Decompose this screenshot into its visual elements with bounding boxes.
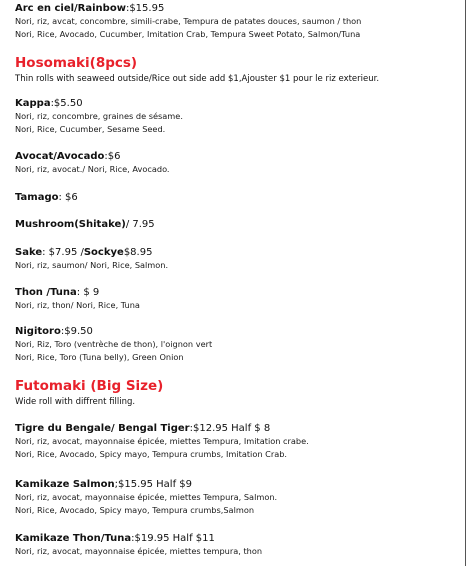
section-desc-hosomaki: Thin rolls with seaweed outside/Rice out side add $1,Ajouster $1 pour le riz exterieur. — [15, 74, 380, 84]
item-desc: Nori, riz, thon/ Nori, Rice, Tuna — [15, 300, 140, 310]
menu-item-mushroom — [15, 218, 460, 231]
item-title — [15, 286, 460, 299]
item-price: :$19.95 Half $11 — [131, 533, 215, 544]
menu-item-sake — [15, 246, 460, 272]
item-price: :$9.50 — [60, 326, 93, 337]
menu-item-thon — [15, 286, 460, 312]
section-desc-futomaki: Wide roll with diffrent filling. — [15, 397, 136, 407]
item-price: ;$15.95 Half $9 — [114, 479, 193, 490]
item-price: :$15.95 — [125, 3, 165, 14]
item-name: Arc en ciel/Rainbow — [15, 3, 126, 14]
item-name: Tamago — [15, 192, 59, 203]
cropped-text-line — [15, 560, 245, 566]
item-desc-fr: Nori, riz, concombre, graines de sésame. — [15, 111, 183, 121]
item-desc-en: Nori, Rice, Avocado, Cucumber, Imitation Crab, Tempura Sweet Potato, Salmon/Tuna — [15, 29, 361, 39]
item-desc: Nori, riz, saumon/ Nori, Rice, Salmon. — [15, 260, 169, 270]
item-price: : $ 9 — [76, 287, 100, 298]
item-name: Mushroom(Shitake) — [15, 219, 126, 230]
item-title — [15, 532, 460, 545]
menu-item-kappa — [15, 97, 460, 136]
section-heading-hosomaki: Hosomaki(8pcs) — [15, 55, 138, 71]
item-price: : $6 — [58, 192, 78, 203]
item-price: :$12.95 Half $ 8 — [189, 423, 271, 434]
item-title — [15, 218, 460, 231]
item-name: Thon /Tuna — [15, 287, 77, 298]
item-title — [15, 191, 460, 204]
menu-item-bengal-tiger — [15, 422, 460, 461]
item-desc-en: Nori, Rice, Toro (Tuna belly), Green Onion — [15, 352, 184, 362]
item-title — [15, 97, 460, 110]
item-title — [15, 325, 460, 338]
item-desc-en: Nori, Rice, Avocado, Spicy mayo, Tempura crumbs, Imitation Crab. — [15, 449, 288, 459]
item-price: / 7.95 — [125, 219, 155, 230]
item-name: Nigitoro — [15, 326, 61, 337]
item-desc-fr: Nori, Riz, Toro (ventrèche de thon), l'oignon vert — [15, 339, 213, 349]
item-name: Kamikaze Salmon — [15, 479, 115, 490]
menu-item-kamikaze-salmon — [15, 478, 460, 517]
item-desc-fr: Nori, riz, avocat, mayonnaise épicée, miettes tempura, thon — [15, 546, 263, 556]
item-title — [15, 150, 460, 163]
item-title — [15, 2, 460, 15]
menu-item-nigitoro — [15, 325, 460, 364]
item-price: :$5.50 — [50, 98, 83, 109]
menu-item-avocat — [15, 150, 460, 176]
section-heading-futomaki: Futomaki (Big Size) — [15, 378, 164, 394]
menu-item-kamikaze-tuna — [15, 532, 460, 558]
item-name-alt: Sockye — [83, 247, 124, 258]
item-desc-fr: Nori, riz, avcat, concombre, simili-crabe, Tempura de patates douces, saumon / thon — [15, 16, 362, 26]
item-title — [15, 246, 460, 259]
item-desc-fr: Nori, riz, avocat, mayonnaise épicée, miettes Tempura, Imitation crabe. — [15, 436, 309, 446]
item-title — [15, 478, 460, 491]
item-desc: Nori, riz, avocat./ Nori, Rice, Avocado. — [15, 164, 170, 174]
page-edge-divider — [465, 0, 466, 566]
item-price-alt: $8.95 — [123, 247, 153, 258]
menu-item-tamago — [15, 191, 460, 204]
item-name: Avocat/Avocado — [15, 151, 105, 162]
item-name: Kamikaze Thon/Tuna — [15, 533, 132, 544]
item-name: Sake — [15, 247, 43, 258]
item-title — [15, 422, 460, 435]
item-name: Kappa — [15, 98, 51, 109]
item-name: Tigre du Bengale/ Bengal Tiger — [15, 423, 190, 434]
item-price: : $7.95 / — [42, 247, 84, 258]
item-desc-en: Nori, Rice, Cucumber, Sesame Seed. — [15, 124, 166, 134]
item-desc-en: Nori, Rice, Avocado, Spicy mayo, Tempura crumbs,Salmon — [15, 505, 255, 515]
item-desc-fr: Nori, riz, avocat, mayonnaise épicée, miettes Tempura, Salmon. — [15, 492, 278, 502]
item-price: :$6 — [104, 151, 121, 162]
menu-item-rainbow — [15, 2, 460, 41]
